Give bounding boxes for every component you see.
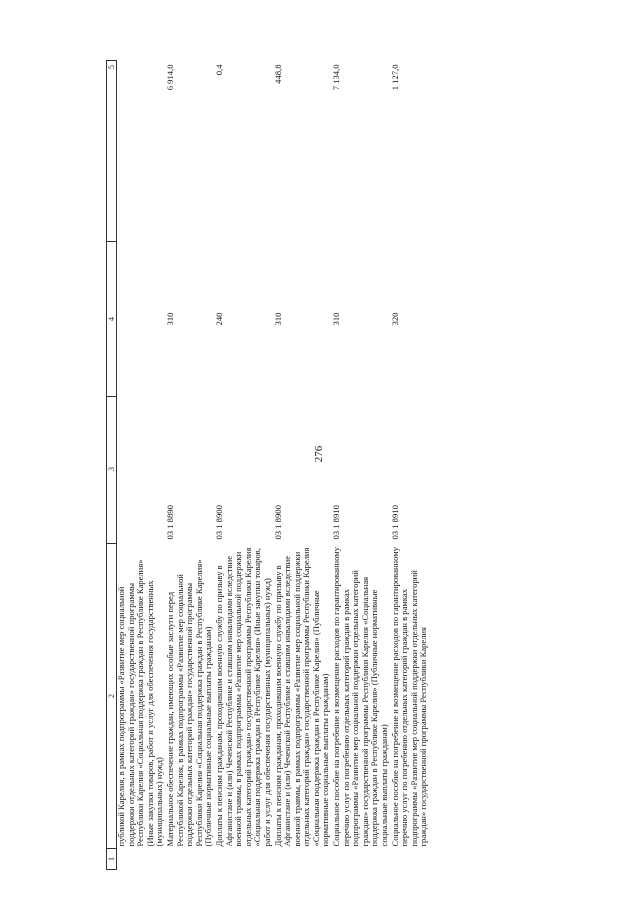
code-cell: 03 1 8900 (272, 505, 283, 540)
table-row (391, 61, 430, 870)
code-cell (117, 397, 166, 544)
table-row (332, 61, 391, 870)
row-number-cell (332, 849, 391, 870)
header-col-2: 2 (107, 544, 117, 849)
description-cell: Социальное пособие на погребение и возмещение расходов по гарантированному перечню услуг по погребению отдельных категорий граждан в рамках подпрограммы «Развитие мер социальной поддержки отдельных категорий граждан» государственной программы Республики Карелия (389, 546, 429, 847)
row-number-cell (391, 849, 430, 870)
row-number-cell (215, 849, 274, 870)
table-row (117, 61, 166, 870)
table-row (274, 61, 333, 870)
table-row (166, 61, 215, 870)
table-row (215, 61, 274, 870)
header-col-3: 3 (107, 397, 117, 544)
header-col-4: 4 (107, 242, 117, 397)
description-cell: Доплаты к пенсиям гражданам, проходившим военную службу по призыву в Афганистане и (или) Чеченской Республике и ставшим инвалидами вследствие военной травмы, в рамках подпрограммы «Развитие мер социальной поддержки отдельных категорий граждан» государственной программы Республики Карелия «Социальная поддержка граждан в Республике Карелия» (Публичные нормативные социальные выплаты гражданам) (272, 547, 331, 847)
description-cell: публикой Карелия, в рамках подпрограммы «Развитие мер социальной поддержки отдельных категорий граждан» государственной программы Республики Карелия «Социальная поддержка граждан в Республике Карелия» (Иные закупки товаров, работ и услуг для обеспечения государственных (муниципальных) нужд) (116, 559, 165, 847)
expense-type-cell: 310 (331, 312, 342, 326)
description-cell: Доплаты к пенсиям гражданам, проходившим военную службу по призыву в Афганистане и (или) Чеченской Республике и ставшим инвалидами вследствие военной травмы, в рамках подпрограммы «Развитие мер социальной поддержки отдельных категорий граждан» государственной программы Республики Карелия «Социальная поддержка граждан в Республике Карелия» (Иные закупки товаров, работ и услуг для обеспечения государственных (муниципальных) нужд) (213, 547, 272, 847)
amount-cell: 1 127,0 (389, 64, 400, 91)
row-number-cell (274, 849, 333, 870)
code-cell: 03 1 8910 (331, 505, 342, 540)
code-cell: 03 1 8890 (164, 505, 175, 540)
amount-cell: 0,4 (213, 64, 224, 76)
description-cell: Материальное обеспечение граждан, имеющих особые заслуги перед Республикой Карелия, в рамках подпрограммы «Развитие мер социальной поддержки отдельных категорий граждан» государственной программы Республики Карелия «Социальная поддержка граждан в Республике Карелия» (Публичные нормативные социальные выплаты гражданам) (164, 559, 214, 847)
amount-cell: 6 914,0 (164, 64, 175, 91)
description-cell: Социальное пособие на погребение и возмещение расходов по гарантированному перечню услуг по погребению отдельных категорий граждан в рамках подпрограммы «Развитие мер социальной поддержки отдельных категорий граждан» государственной программы Республики Карелия «Социальная поддержка граждан в Республике Карелия» (Публичные нормативные социальные выплаты гражданам) (331, 546, 390, 847)
row-number-cell (117, 849, 166, 870)
budget-table (106, 60, 430, 870)
rotated-table-container (106, 60, 534, 870)
row-number-cell (166, 849, 215, 870)
expense-type-cell: 240 (213, 312, 224, 326)
header-col-5: 5 (107, 61, 117, 242)
page-number: 276 (313, 445, 325, 463)
amount-cell: 448,8 (272, 64, 283, 84)
code-cell: 03 1 8910 (389, 505, 400, 540)
header-col-1: 1 (107, 849, 117, 870)
amount-cell (117, 61, 166, 242)
expense-type-cell: 310 (272, 312, 283, 326)
code-cell: 03 1 8900 (213, 505, 224, 540)
expense-type-cell: 310 (164, 312, 175, 326)
header-row (107, 61, 117, 870)
expense-type-cell: 320 (389, 312, 400, 326)
expense-type-cell (117, 242, 166, 397)
amount-cell: 7 134,0 (331, 64, 342, 91)
